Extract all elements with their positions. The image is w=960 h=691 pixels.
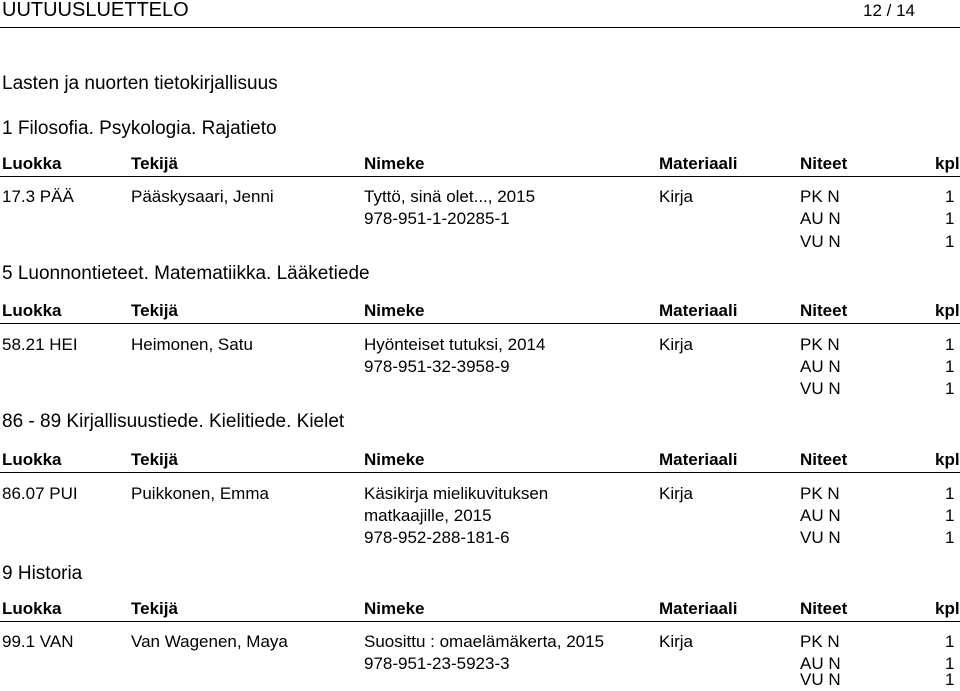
header-underline [0, 621, 960, 622]
holding-location: VU N [800, 232, 841, 251]
holding-count: 1 [945, 335, 955, 354]
col-kpl: kpl [935, 301, 960, 320]
row-tekija: Puikkonen, Emma [131, 484, 269, 503]
col-niteet: Niteet [800, 301, 848, 320]
category-title: Lasten ja nuorten tietokirjallisuus [2, 73, 278, 94]
holding-location: VU N [800, 528, 841, 547]
row-luokka: 99.1 VAN [2, 632, 74, 651]
col-niteet: Niteet [800, 450, 848, 469]
row-luokka: 17.3 PÄÄ [2, 187, 74, 206]
col-tekija: Tekijä [131, 301, 178, 320]
col-luokka: Luokka [2, 301, 62, 320]
col-materiaali: Materiaali [659, 301, 738, 320]
col-nimeke: Nimeke [364, 154, 425, 173]
row-materiaali: Kirja [659, 484, 694, 503]
row-tekija: Van Wagenen, Maya [131, 632, 288, 651]
holding-count: 1 [945, 484, 955, 503]
section-title: 86 - 89 Kirjallisuustiede. Kielitiede. Kielet [2, 411, 345, 432]
header-underline [0, 472, 960, 473]
col-niteet: Niteet [800, 154, 848, 173]
holding-location: AU N [800, 506, 841, 525]
col-kpl: kpl [935, 450, 960, 469]
row-luokka: 58.21 HEI [2, 335, 78, 354]
row-title-line: Hyönteiset tutuksi, 2014 [364, 335, 546, 354]
document-title: UUTUUSLUETTELO [2, 0, 189, 21]
holding-location: AU N [800, 209, 841, 228]
col-tekija: Tekijä [131, 450, 178, 469]
holding-count: 1 [945, 357, 955, 376]
col-tekija: Tekijä [131, 154, 178, 173]
holding-location: PK N [800, 484, 840, 503]
col-nimeke: Nimeke [364, 450, 425, 469]
row-isbn: 978-951-23-5923-3 [364, 654, 510, 673]
col-nimeke: Nimeke [364, 301, 425, 320]
header-underline [0, 176, 960, 177]
col-luokka: Luokka [2, 450, 62, 469]
holding-count: 1 [945, 654, 955, 673]
row-tekija: Pääskysaari, Jenni [131, 187, 274, 206]
row-title-line: Käsikirja mielikuvituksen [364, 484, 549, 503]
row-isbn: 978-952-288-181-6 [364, 528, 510, 547]
holding-count: 1 [945, 670, 955, 689]
header-underline [0, 323, 960, 324]
col-materiaali: Materiaali [659, 450, 738, 469]
holding-location: PK N [800, 335, 840, 354]
header-divider [0, 27, 960, 28]
row-title-line: Tyttö, sinä olet..., 2015 [364, 187, 536, 206]
holding-count: 1 [945, 379, 955, 398]
row-title-line: Suosittu : omaelämäkerta, 2015 [364, 632, 605, 651]
holding-count: 1 [945, 632, 955, 651]
page-number: 12 / 14 [863, 1, 915, 20]
holding-location: VU N [800, 670, 841, 689]
holding-location: AU N [800, 357, 841, 376]
row-isbn: 978-951-1-20285-1 [364, 209, 510, 228]
col-tekija: Tekijä [131, 599, 178, 618]
holding-count: 1 [945, 506, 955, 525]
holding-location: VU N [800, 379, 841, 398]
col-kpl: kpl [935, 599, 960, 618]
holding-count: 1 [945, 528, 955, 547]
col-kpl: kpl [935, 154, 960, 173]
holding-location: AU N [800, 654, 841, 673]
holding-count: 1 [945, 209, 955, 228]
col-nimeke: Nimeke [364, 599, 425, 618]
row-materiaali: Kirja [659, 335, 694, 354]
row-materiaali: Kirja [659, 632, 694, 651]
section-title: 9 Historia [2, 563, 83, 584]
col-niteet: Niteet [800, 599, 848, 618]
section-title: 1 Filosofia. Psykologia. Rajatieto [2, 118, 277, 139]
holding-location: PK N [800, 632, 840, 651]
row-title-line: matkaajille, 2015 [364, 506, 492, 525]
holding-count: 1 [945, 232, 955, 251]
row-materiaali: Kirja [659, 187, 694, 206]
col-luokka: Luokka [2, 154, 62, 173]
row-isbn: 978-951-32-3958-9 [364, 357, 510, 376]
section-title: 5 Luonnontieteet. Matematiikka. Lääketiede [2, 263, 370, 284]
row-tekija: Heimonen, Satu [131, 335, 253, 354]
holding-location: PK N [800, 187, 840, 206]
holding-count: 1 [945, 187, 955, 206]
col-materiaali: Materiaali [659, 154, 738, 173]
row-luokka: 86.07 PUI [2, 484, 78, 503]
col-materiaali: Materiaali [659, 599, 738, 618]
col-luokka: Luokka [2, 599, 62, 618]
